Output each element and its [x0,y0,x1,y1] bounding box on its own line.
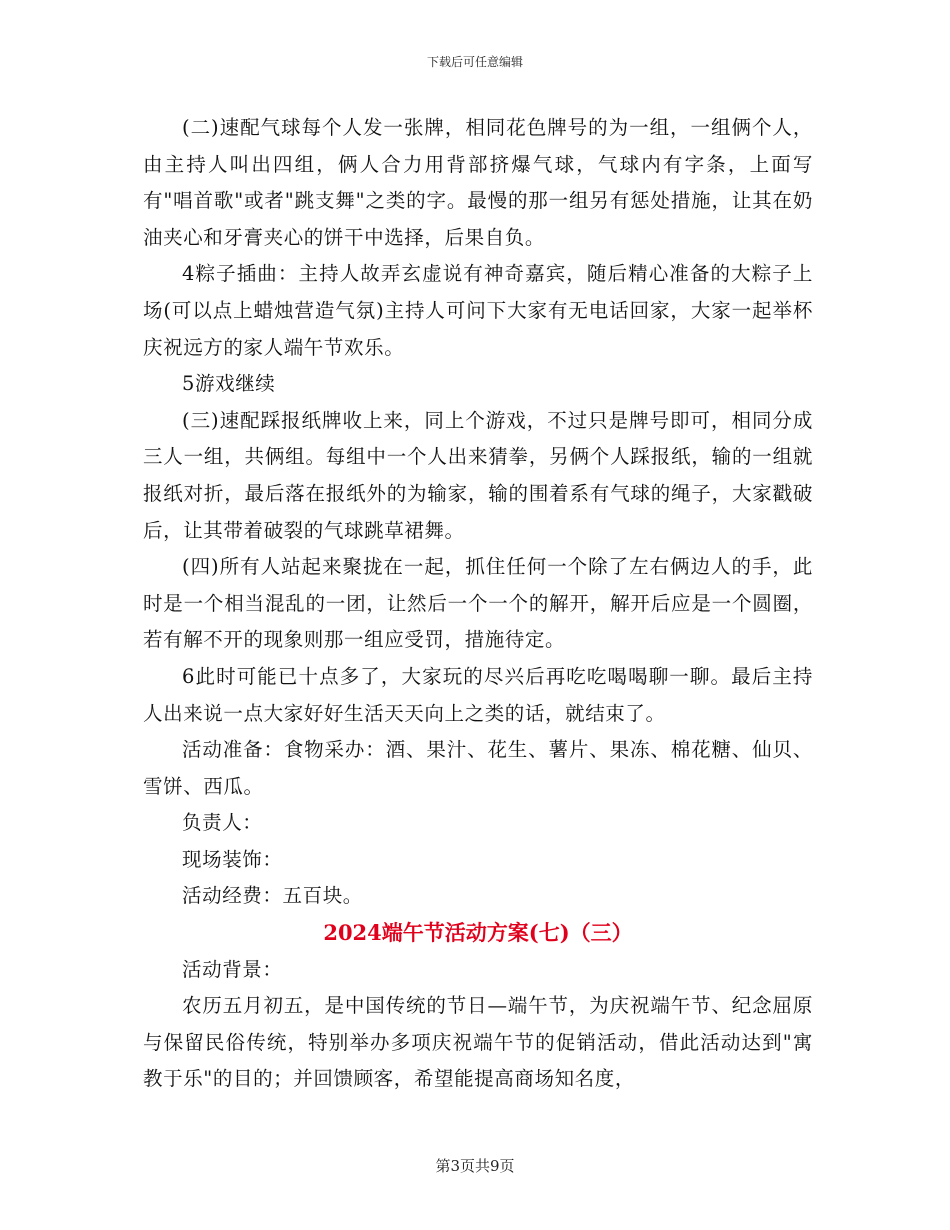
paragraph-hand-knot-game: (四)所有人站起来聚拢在一起，抓住任何一个除了左右俩边人的手，此时是一个相当混乱的一团，让然后一个一个的解开，解开后应是一个圆圈，若有解不开的现象则那一组应受罚，措施待定。 [143,555,813,652]
paragraph-background-text: 农历五月初五，是中国传统的节日—端午节，为庆祝端午节、纪念屈原与保留民俗传统，特别举办多项庆祝端午节的促销活动，借此活动达到"寓教于乐"的目的；并回馈顾客，希望能提高商场知名度， [143,994,813,1091]
paragraph-ending: 6此时可能已十点多了，大家玩的尽兴后再吃吃喝喝聊一聊。最后主持人出来说一点大家好好生活天天向上之类的话，就结束了。 [143,664,813,725]
paragraph-preparation: 活动准备：食物采办：酒、果汁、花生、薯片、果冻、棉花糖、仙贝、雪饼、西瓜。 [143,738,813,798]
paragraph-background-label: 活动背景： [182,957,283,981]
section-heading: 2024端午节活动方案(七)（三） [323,920,633,946]
paragraph-game-continue: 5游戏继续 [182,372,276,396]
document-body [143,110,813,1098]
paragraph-person-in-charge: 负责人： [182,811,263,835]
paragraph-decoration: 现场装饰： [182,847,283,871]
paragraph-budget: 活动经费：五百块。 [182,884,363,908]
paragraph-balloon-game: (二)速配气球每个人发一张牌，相同花色牌号的为一组，一组俩个人，由主持人叫出四组，俩人合力用背部挤爆气球，气球内有字条，上面写有"唱首歌"或者"跳支舞"之类的字。最慢的那一组另有惩处措施，让其在奶油夹心和牙膏夹心的饼干中选择，后果自负。 [143,116,813,249]
paragraph-newspaper-game: (三)速配踩报纸牌收上来，同上个游戏，不过只是牌号即可，相同分成三人一组，共俩组。每组中一个人出来猜拳，另俩个人踩报纸，输的一组就报纸对折，最后落在报纸外的为输家，输的围着系有气球的绳子，大家戳破后，让其带着破裂的气球跳草裙舞。 [143,408,813,542]
page-number: 第3页共9页 [435,1157,515,1175]
paragraph-zongzi-interlude: 4粽子插曲：主持人故弄玄虚说有神奇嘉宾，随后精心准备的大粽子上场(可以点上蜡烛营造气氛)主持人可问下大家有无电话回家，大家一起举杯庆祝远方的家人端午节欢乐。 [143,262,813,359]
page-header-note: 下载后可任意编辑 [426,55,523,69]
